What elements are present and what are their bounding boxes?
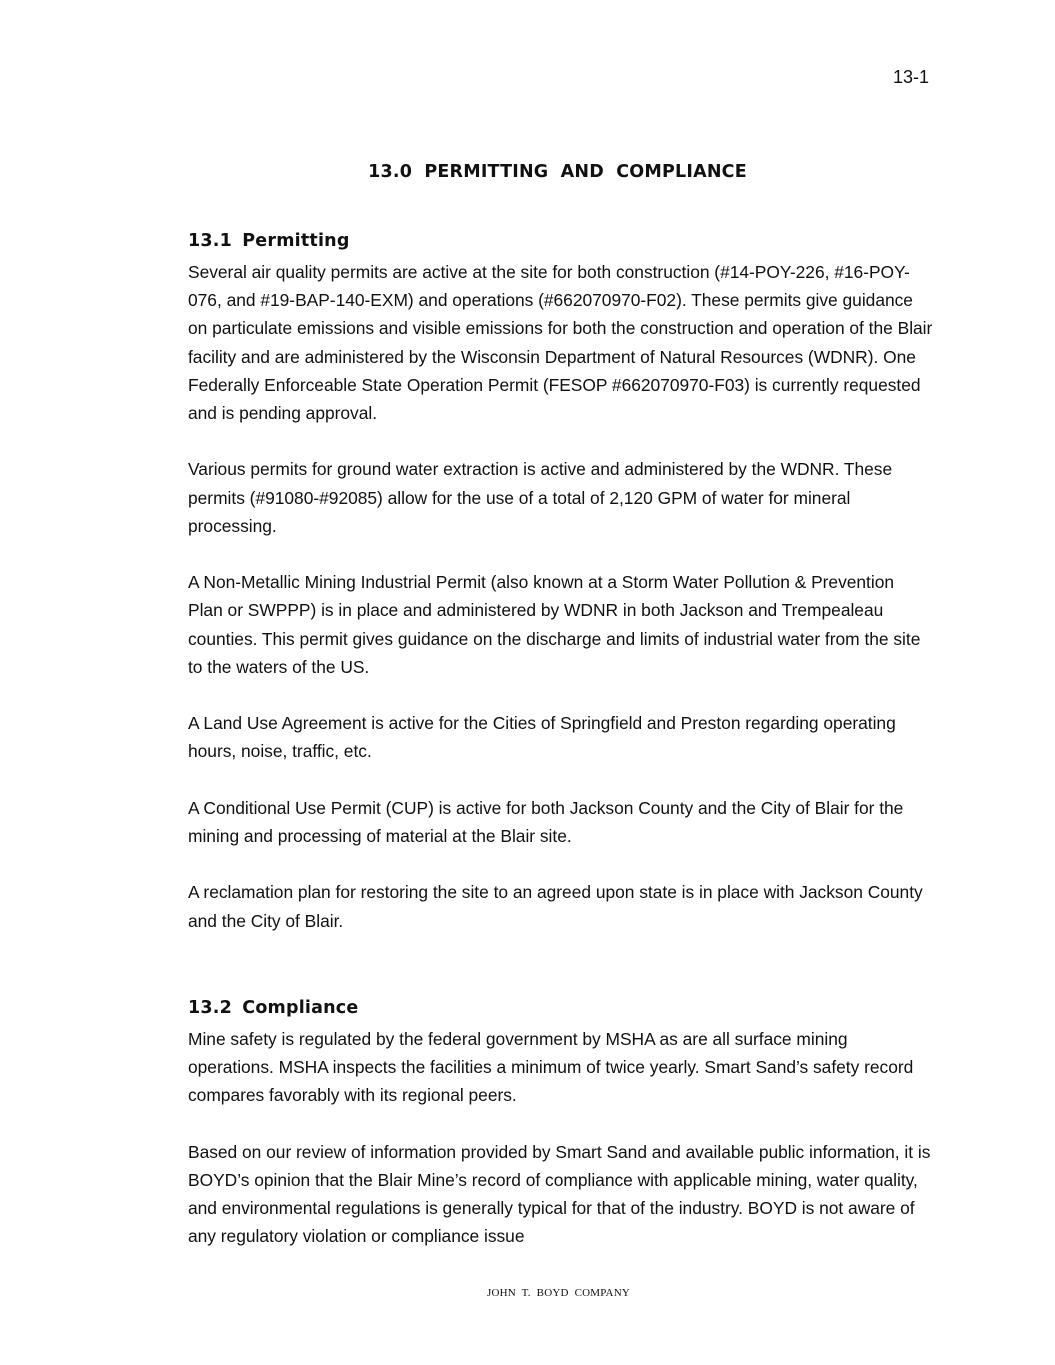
section-compliance bbox=[188, 997, 933, 1251]
paragraph-air-quality-permits: Several air quality permits are active at the site for both construction (#14-POY-226, #16-POY-076, and #19-BAP-140-EXM) and operations (#662070970-F02). These permits give guidance on particulate emissions and visible emissions for both the construction and operation of the Blair facility and are administered by the Wisconsin Department of Natural Resources (WDNR). One Federally Enforceable State Operation Permit (FESOP #662070970-F03) is currently requested and is pending approval. bbox=[188, 262, 933, 424]
paragraph-mining-industrial-permit: A Non-Metallic Mining Industrial Permit (also known at a Storm Water Pollution & Prevention Plan or SWPPP) is in place and administered by WDNR in both Jackson and Trempealeau counties. This permit gives guidance on the discharge and limits of industrial water from the site to the waters of the US. bbox=[188, 572, 921, 677]
paragraph-reclamation-plan: A reclamation plan for restoring the site to an agreed upon state is in place with Jackson County and the City of Blair. bbox=[188, 882, 923, 931]
paragraph-ground-water-permits: Various permits for ground water extraction is active and administered by the WDNR. These permits (#91080-#92085) allow for the use of a total of 2,120 GPM of water for mineral processing. bbox=[188, 459, 893, 536]
paragraph-compliance-opinion: Based on our review of information provided by Smart Sand and available public information, it is BOYD’s opinion that the Blair Mine’s record of compliance with applicable mining, water quality, and environmental regulations is generally typical for that of the industry. BOYD is not aware of any regulatory violation or compliance issue bbox=[188, 1141, 931, 1247]
paragraph-conditional-use-permit: A Conditional Use Permit (CUP) is active for both Jackson County and the City of Blair for the mining and processing of material at the Blair site. bbox=[188, 797, 904, 846]
page-number: 13-1 bbox=[892, 67, 929, 87]
paragraph-mine-safety: Mine safety is regulated by the federal government by MSHA as are all surface mining operations. MSHA inspects the facilities a minimum of twice yearly. Smart Sand’s safety record compares favorably with its regional peers. bbox=[188, 1029, 914, 1106]
footer-company-name: JOHN T. BOYD COMPANY bbox=[487, 1287, 630, 1299]
page-title: 13.0 PERMITTING AND COMPLIANCE bbox=[368, 162, 747, 182]
section-heading: 13.2 Compliance bbox=[188, 998, 359, 1018]
paragraph-land-use-agreement: A Land Use Agreement is active for the Cities of Springfield and Preston regarding operating hours, noise, traffic, etc. bbox=[188, 713, 896, 762]
section-heading: 13.1 Permitting bbox=[188, 231, 350, 251]
section-permitting bbox=[188, 230, 933, 935]
